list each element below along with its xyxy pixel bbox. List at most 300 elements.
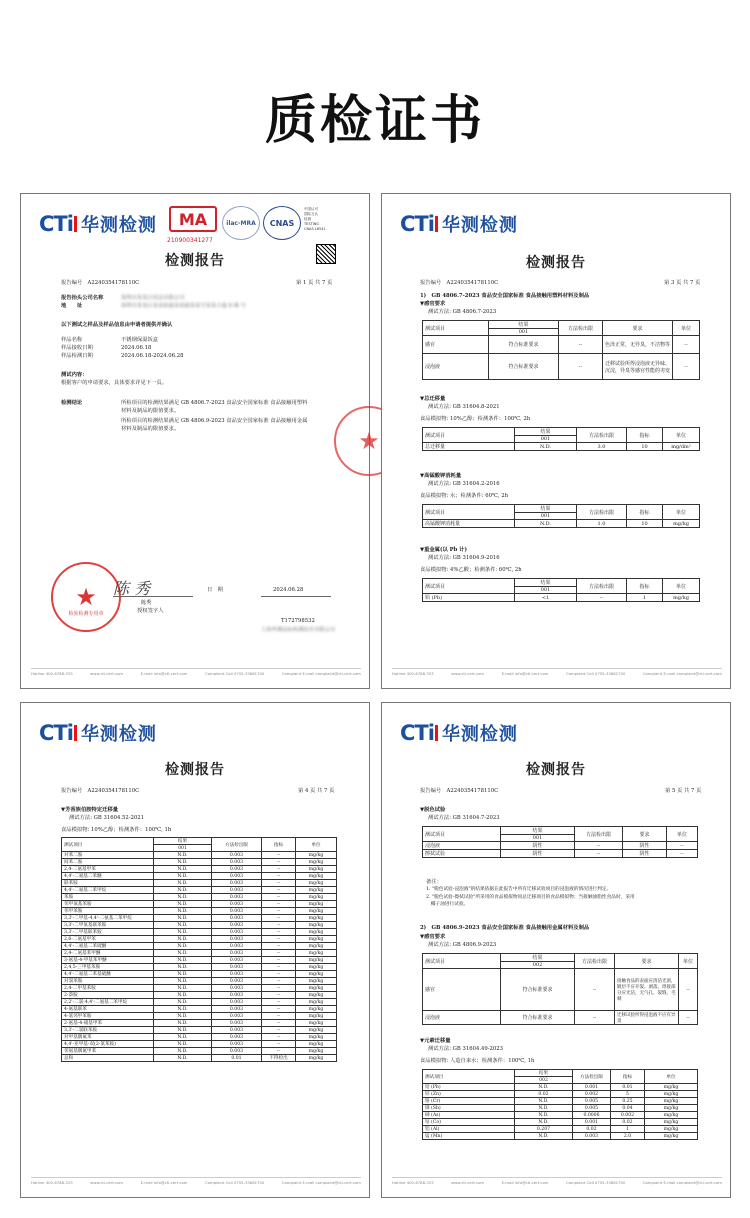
report-no: 报告编号 A2240354178110C <box>61 280 140 286</box>
table-cell: -- <box>262 992 296 999</box>
table-cell: 0.003 <box>212 887 262 894</box>
table-cell: N.D. <box>154 1006 212 1013</box>
table-cell: mg/kg <box>296 866 337 873</box>
table-cell: N.D. <box>154 1034 212 1041</box>
report-page-3 <box>381 193 731 689</box>
table-cell: mg/kg <box>296 1055 337 1062</box>
date-value: 2024.06.28 <box>273 587 304 593</box>
report-title: 检测报告 <box>526 255 586 271</box>
table-cell: mg/kg <box>645 1105 698 1112</box>
signer-title: 授权签字人 <box>137 608 164 614</box>
table-cell: mg/kg <box>296 894 337 901</box>
table-cell: 邻甲氧基苯胺 <box>62 901 154 908</box>
conclusion-line-3: 所检项目的检测结果满足 GB 4806.9-2023 食品安全国家标准 食品接触用金属 <box>121 418 308 424</box>
seal-stamp-right: ★ <box>334 406 404 476</box>
table-cell: -- <box>262 1006 296 1013</box>
table-cell: N.D. <box>154 852 212 859</box>
footer: Hotline 400-6788-333 www.cti-cert.com E-mail info@cti-cert.com Complaint Call 0755-33681700 Complaint E-mail complaint@cti-cert.com <box>31 1177 361 1185</box>
table-row <box>62 894 337 901</box>
table-cell: -- <box>262 1020 296 1027</box>
report-no: 报告编号 A2240354178110C <box>61 788 140 794</box>
table-cell: mg/kg <box>296 880 337 887</box>
section-1-heading: 1) GB 4806.7-2023 食品安全国家标准 食品接触用塑料材料及制品 <box>420 293 590 299</box>
ilac-mra-icon: ilac-MRA <box>222 206 260 240</box>
table-cell: 0.003 <box>212 936 262 943</box>
table-row <box>62 1027 337 1034</box>
table-row <box>423 1119 698 1126</box>
table-cell: mg/kg <box>296 929 337 936</box>
table-cell: 2,4-二氨基甲苯 <box>62 866 154 873</box>
table-cell: mg/kg <box>296 1006 337 1013</box>
table-cell: -- <box>262 950 296 957</box>
table-cell: 总和 <box>62 1055 154 1062</box>
table-cell: -- <box>262 1027 296 1034</box>
page-number: 第 4 页 共 7 页 <box>298 788 335 794</box>
total-method: 测试方法: GB 31604.8-2021 <box>428 404 500 410</box>
table-row <box>423 1133 698 1140</box>
applicant-value: 深圳市某某日用品有限公司 <box>121 295 185 301</box>
table-cell: N.D. <box>154 1041 212 1048</box>
table-row <box>62 859 337 866</box>
table-cell: 0.003 <box>212 894 262 901</box>
total-condition: 食品模拟物: 10%乙醇；检测条件：100℃, 2h <box>420 416 531 422</box>
footer: Hotline 400-6788-333 www.cti-cert.com E-mail info@cti-cert.com Complaint Call 0755-33681700 Complaint E-mail complaint@cti-cert.com <box>392 668 722 676</box>
test-date-label: 样品检测日期 <box>61 353 93 359</box>
table-cell: N.D. <box>154 915 212 922</box>
page-number: 第 1 页 共 7 页 <box>296 280 333 286</box>
cma-code: 210900341277 <box>167 237 213 244</box>
report-title: 检测报告 <box>526 762 586 778</box>
signer-name: 陈秀 <box>141 600 152 606</box>
table-row <box>62 943 337 950</box>
table-cell: 对苯二胺 <box>62 852 154 859</box>
table-row <box>62 887 337 894</box>
table-cell: -- <box>262 922 296 929</box>
table-row <box>62 1020 337 1027</box>
table-cell: 0.003 <box>212 964 262 971</box>
total-table: 测试项目 结果 方法检出限 指标 单位 001 总迁移量 N.D. 3.0 10 mg/dm² <box>422 427 700 451</box>
table-cell: 2.0 <box>611 1133 645 1140</box>
table-cell: N.D. <box>154 859 212 866</box>
seal-stamp: ★ 检验检测专用章 <box>51 562 121 632</box>
table-cell: 0.003 <box>212 957 262 964</box>
table-row: 感官 符合标准要求 -- 接触食品的表面应清洁光滑，镀层不应开裂、剥落，焊接部分应光洁，无气孔、裂缝、毛刺 -- <box>423 969 698 1011</box>
table-cell: mg/kg <box>296 985 337 992</box>
table-row <box>62 1048 337 1055</box>
kmno-condition: 食品模拟物: 水；检测条件: 60℃, 2h <box>420 493 509 499</box>
received-label: 样品接收日期 <box>61 345 93 351</box>
table-cell: -- <box>262 1013 296 1020</box>
kmno-heading: ▼高锰酸钾消耗量 <box>420 473 462 479</box>
report-page-4 <box>20 702 370 1198</box>
table-cell: 0.003 <box>212 999 262 1006</box>
signature: 陈 秀 <box>113 579 151 598</box>
table-cell: N.D. <box>154 887 212 894</box>
table-cell: N.D. <box>154 1013 212 1020</box>
table-row <box>423 1112 698 1119</box>
table-cell: mg/kg <box>296 901 337 908</box>
table-row <box>62 866 337 873</box>
decolor-method: 测试方法: GB 31604.7-2023 <box>428 815 500 821</box>
table-cell: 3,3'-二氯联苯胺 <box>62 1027 154 1034</box>
address-label: 地 址 <box>61 303 83 309</box>
table-cell: mg/kg <box>296 887 337 894</box>
table-cell: N.D. <box>154 971 212 978</box>
table-row <box>423 1091 698 1098</box>
cti-logo: CTi 华测检测 <box>400 721 518 745</box>
table-cell: -- <box>262 880 296 887</box>
table-cell: 0.003 <box>212 915 262 922</box>
page-number: 第 3 页 共 7 页 <box>664 280 701 286</box>
table-cell: 钴 (Co) <box>423 1119 515 1126</box>
table-cell: mg/kg <box>296 908 337 915</box>
table-cell: 2,6-二氨基甲苯 <box>62 936 154 943</box>
table-row <box>62 957 337 964</box>
table-cell: -- <box>262 985 296 992</box>
table-cell: mg/kg <box>645 1084 698 1091</box>
table-cell: N.D. <box>154 894 212 901</box>
table-cell: 2,2'-二氯-4,4'-二氨基二苯甲烷 <box>62 999 154 1006</box>
table-cell: 对氯苯胺 <box>62 978 154 985</box>
table-row: 总迁移量 N.D. 3.0 10 mg/dm² <box>423 443 700 451</box>
table-cell: N.D. <box>154 950 212 957</box>
table-cell: N.D. <box>515 1105 573 1112</box>
table-row <box>62 985 337 992</box>
report-title: 检测报告 <box>165 253 225 269</box>
sense-table: 测试项目 结果 方法检出限 要求 单位 001 感官 符合标准要求 -- 色泽正常，无异臭，不洁物等 -- 浸泡液 符合标准要求 -- 迁移试验所得浸泡液无异味、沉淀，异臭等感官性能的劣变 -- <box>422 320 700 380</box>
table-cell: 苯胺 <box>62 894 154 901</box>
table-cell: -- <box>262 873 296 880</box>
table-cell: 0.003 <box>212 1027 262 1034</box>
table-cell: 2-氨基-4-硝基甲苯 <box>62 1020 154 1027</box>
table-cell: 0.001 <box>573 1084 611 1091</box>
date-label: 日 期 <box>207 587 223 593</box>
table-cell: 0.003 <box>212 901 262 908</box>
table-row <box>62 936 337 943</box>
table-cell: 0.003 <box>212 922 262 929</box>
table-cell: 4,4'-二氨基二苯硫醚 <box>62 943 154 950</box>
table-cell: 0.005 <box>573 1098 611 1105</box>
table-cell: 对甲基偶氮苯 <box>62 1034 154 1041</box>
table-cell: -- <box>262 1048 296 1055</box>
table-row <box>62 992 337 999</box>
report-no: 报告编号 A2240354178110C <box>420 280 499 286</box>
note-2: 2. "脱色试验-擦拭试验"所采用的食品模拟物同总迁移项目的食品模拟物；当接触油脂性食品时，采用 <box>426 895 635 900</box>
table-row: 感官 符合标准要求 -- 色泽正常，无异臭，不洁物等 -- <box>423 336 700 354</box>
table-cell: mg/kg <box>296 943 337 950</box>
company-name: 上海华测品标检测技术有限公司 <box>261 627 336 633</box>
kmno-method: 测试方法: GB 31604.2-2016 <box>428 481 500 487</box>
table-cell: 2,4,5-三甲基苯胺 <box>62 964 154 971</box>
table-cell: 0.02 <box>515 1091 573 1098</box>
table-cell: 0.003 <box>212 985 262 992</box>
amine-method: 测试方法: GB 31604.52-2021 <box>69 815 145 821</box>
kmno-table: 测试项目 结果 方法检出限 指标 单位 001 高锰酸钾消耗量 N.D. 1.0 10 mg/kg <box>422 504 700 528</box>
table-cell: 0.002 <box>611 1112 645 1119</box>
table-cell: N.D. <box>515 1112 573 1119</box>
table-row <box>62 978 337 985</box>
table-cell: mg/kg <box>645 1119 698 1126</box>
table-cell: 锰 (Mn) <box>423 1133 515 1140</box>
table-row <box>62 1013 337 1020</box>
cti-logo: CTi 华测检测 <box>400 212 518 236</box>
table-cell: mg/kg <box>645 1126 698 1133</box>
table-row: 铅 (Pb) <1 -- 1 mg/kg <box>423 594 700 602</box>
table-row <box>62 915 337 922</box>
table-cell: N.D. <box>154 943 212 950</box>
table-cell: 0.003 <box>212 866 262 873</box>
table-cell: 0.25 <box>611 1098 645 1105</box>
table-cell: 1 <box>611 1126 645 1133</box>
table-cell: 间苯二胺 <box>62 859 154 866</box>
table-header: 测试项目 结果 方法检出限 要求 单位 <box>423 321 700 329</box>
table-cell: mg/kg <box>645 1133 698 1140</box>
table-cell: 0.001 <box>573 1119 611 1126</box>
page-number: 第 5 页 共 7 页 <box>665 788 702 794</box>
table-cell: 邻甲苯胺 <box>62 908 154 915</box>
table-cell: 0.003 <box>212 908 262 915</box>
table-row <box>423 1105 698 1112</box>
table-cell: mg/kg <box>296 1027 337 1034</box>
report-page-1 <box>20 193 380 689</box>
heavy-metal-heading: ▼重金属(以 Pb 计) <box>420 547 467 553</box>
table-cell: 砷 (As) <box>423 1112 515 1119</box>
cnas-caption: 中国认可 国际互认 检测 TESTING CNAS L6541 <box>304 207 326 231</box>
table-cell: 0.005 <box>573 1105 611 1112</box>
report-page-5 <box>381 702 731 1198</box>
table-cell: -- <box>262 894 296 901</box>
table-row <box>62 908 337 915</box>
table-cell: 0.003 <box>212 1041 262 1048</box>
table-cell: mg/kg <box>296 1020 337 1027</box>
table-row <box>423 1126 698 1133</box>
table-row <box>62 873 337 880</box>
conclusion-line-4: 材料及制品的限值要求。 <box>121 426 180 432</box>
table-cell: mg/kg <box>296 852 337 859</box>
table-cell: 4-氨基联苯 <box>62 1006 154 1013</box>
report-code: T172798532 <box>281 618 315 624</box>
table-cell: 4,4'-亚甲基-双(2-氯苯胺) <box>62 1041 154 1048</box>
table-row <box>62 950 337 957</box>
table-cell: -- <box>262 901 296 908</box>
table-cell: -- <box>262 999 296 1006</box>
table-cell: 铝 (Al) <box>423 1126 515 1133</box>
table-cell: N.D. <box>154 957 212 964</box>
element-method: 测试方法: GB 31604.49-2023 <box>428 1046 504 1052</box>
table-cell: -- <box>262 971 296 978</box>
note-3: 椰子油进行试验。 <box>426 902 469 907</box>
table-cell: N.D. <box>154 1048 212 1055</box>
table-cell: -- <box>262 887 296 894</box>
table-cell: N.D. <box>154 929 212 936</box>
table-row <box>62 999 337 1006</box>
sense-heading: ▼感官要求 <box>420 301 446 307</box>
table-row: 擦拭试验 阴性 -- 阴性 -- <box>423 850 698 858</box>
table-cell: 2-萘胺 <box>62 992 154 999</box>
table-cell: 2,4-二氨基苯甲醚 <box>62 950 154 957</box>
table-cell: mg/kg <box>296 1034 337 1041</box>
table-cell: 联苯胺 <box>62 880 154 887</box>
cnas-icon: CNAS <box>263 206 301 240</box>
table-row <box>62 929 337 936</box>
table-cell: -- <box>262 957 296 964</box>
sense-heading: ▼感官要求 <box>420 934 446 940</box>
table-row: 浸泡液 符合标准要求 -- 迁移试验所得浸泡液不应有异臭 -- <box>423 1011 698 1025</box>
table-cell: -- <box>262 964 296 971</box>
table-cell: 0.003 <box>212 971 262 978</box>
table-row: 高锰酸钾消耗量 N.D. 1.0 10 mg/kg <box>423 520 700 528</box>
request-label: 测试内容： <box>61 372 88 378</box>
table-cell: 0.003 <box>212 1006 262 1013</box>
table-cell: -- <box>262 1041 296 1048</box>
table-cell: 锌 (Zn) <box>423 1091 515 1098</box>
table-cell: 0.003 <box>212 1020 262 1027</box>
table-cell: 4-氯邻甲苯胺 <box>62 1013 154 1020</box>
element-heading: ▼元素迁移量 <box>420 1038 451 1044</box>
table-cell: 0.003 <box>212 943 262 950</box>
table-cell: mg/kg <box>296 859 337 866</box>
heavy-metal-method: 测试方法: GB 31604.9-2016 <box>428 555 500 561</box>
table-row <box>62 901 337 908</box>
table-cell: N.D. <box>515 1133 573 1140</box>
decolor-heading: ▼脱色试验 <box>420 807 446 813</box>
table-cell: 0.003 <box>212 978 262 985</box>
address-value: 深圳市某某区某某街道某某路某某号某某大厦 8 楼 号 <box>121 303 246 309</box>
table-cell: 铅 (Pb) <box>423 1084 515 1091</box>
table-cell: mg/kg <box>645 1112 698 1119</box>
table-cell: mg/kg <box>296 992 337 999</box>
table-cell: 0.003 <box>212 929 262 936</box>
element-condition: 食品模拟物: 人造自来水；检测条件：100℃, 1h <box>420 1058 535 1064</box>
table-cell: mg/kg <box>296 999 337 1006</box>
table-cell: mg/kg <box>296 950 337 957</box>
table-row <box>62 880 337 887</box>
heavy-metal-table: 测试项目 结果 方法检出限 指标 单位 001 铅 (Pb) <1 -- 1 mg/kg <box>422 578 700 602</box>
table-cell: -- <box>262 943 296 950</box>
table-cell: N.D. <box>154 978 212 985</box>
table-cell: mg/kg <box>296 978 337 985</box>
table-cell: mg/kg <box>296 964 337 971</box>
table-cell: N.D. <box>515 1098 573 1105</box>
table-cell: 0.002 <box>573 1091 611 1098</box>
report-no: 报告编号 A2240354178110C <box>420 788 499 794</box>
table-row <box>62 1034 337 1041</box>
footer: Hotline 400-6788-333 www.cti-cert.com E-mail info@cti-cert.com Complaint Call 0755-33681700 Complaint E-mail complaint@cti-cert.com <box>31 668 361 676</box>
table-cell: -- <box>262 978 296 985</box>
table-cell: N.D. <box>154 936 212 943</box>
table-cell: 0.003 <box>212 1013 262 1020</box>
table-cell: -- <box>262 915 296 922</box>
heavy-metal-condition: 食品模拟物: 4%乙酸；检测条件: 60℃, 2h <box>420 567 522 573</box>
conclusion-label: 检测结论 <box>61 400 83 406</box>
amine-heading: ▼芳香族伯胺特定迁移量 <box>61 807 119 813</box>
table-cell: 0.003 <box>212 859 262 866</box>
table-row: 浸泡液 符合标准要求 -- 迁移试验所得浸泡液无异味、沉淀，异臭等感官性能的劣变 -- <box>423 354 700 380</box>
table-cell: 0.003 <box>212 852 262 859</box>
note-1: 1. "脱色试验-浸泡液"的结果依据在此报告中所有迁移试验项目的浸泡液的情况进行判定。 <box>426 887 612 892</box>
table-cell: 3,3'-二甲基-4,4'-二氨基二苯甲烷 <box>62 915 154 922</box>
table-cell: 铬 (Cr) <box>423 1098 515 1105</box>
table-cell: mg/kg <box>296 957 337 964</box>
table-row <box>62 964 337 971</box>
table-cell: mg/kg <box>296 1048 337 1055</box>
table-cell: 0.003 <box>573 1133 611 1140</box>
sense-method: 测试方法: GB 4806.7-2023 <box>428 309 497 315</box>
table-cell: N.D. <box>154 866 212 873</box>
test-date: 2024.06.18-2024.06.28 <box>121 353 184 359</box>
cti-logo: CTi 华测检测 <box>39 212 157 236</box>
table-cell: 0.02 <box>611 1119 645 1126</box>
request-text: 根据客户的申请要求，具体要求详见下一页。 <box>61 380 167 386</box>
table-row <box>423 1098 698 1105</box>
table-cell: 0.207 <box>515 1126 573 1133</box>
table-cell: -- <box>262 859 296 866</box>
table-row <box>423 1084 698 1091</box>
table-cell: N.D. <box>154 1027 212 1034</box>
table-cell: N.D. <box>154 908 212 915</box>
table-cell: 3,3'-二甲基联苯胺 <box>62 929 154 936</box>
table-cell: N.D. <box>154 880 212 887</box>
table-cell: mg/kg <box>296 915 337 922</box>
table-cell: N.D. <box>154 901 212 908</box>
table-cell: -- <box>262 1034 296 1041</box>
cti-logo: CTi 华测检测 <box>39 721 157 745</box>
table-cell: N.D. <box>154 964 212 971</box>
table-cell: N.D. <box>154 985 212 992</box>
total-migration-heading: ▼总迁移量 <box>420 396 446 402</box>
amine-table: 测试项目 结果 方法检出限 指标 单位 001 对苯二胺 N.D. 0.003 -- mg/kg 间苯二胺 N.D. 0.003 -- mg/kg 2,4-二氨基甲苯 N.D. 0.003 -- mg/kg 4,4'-二氨基二苯醚 N.D. 0.003 -- mg/kg 联苯胺 N.D. 0.003 -- mg/kg 4,4'-二氨基二苯甲烷 N.D. 0.003 -- mg/kg 苯胺 N.D. 0.003 -- mg/kg 邻甲氧基苯胺 N.D. 0.003 -- mg/kg 邻甲苯胺 N.D. 0.003 -- mg/kg 3,3'-二甲基-4,4'-二氨基二苯甲烷 N.D. 0.003 -- mg/kg 3,3'-二甲氧基联苯胺 N.D. 0.003 -- mg/kg 3,3'-二甲基联苯胺 N.D. 0.003 -- mg/kg 2,6-二氨基甲苯 N.D. 0.003 -- mg/kg 4,4'-二氨基二苯硫醚 N.D. 0.003 -- mg/kg 2,4-二氨基苯甲醚 N.D. 0.003 -- mg/kg 3-氨基-4-甲基苯甲醚 N.D. 0.003 -- mg/kg 2,4,5-三甲基苯胺 N.D. 0.003 -- mg/kg 4,4'-二氨基二苯基硫醚 N.D. 0.003 -- mg/kg 对氯苯胺 N.D. 0.003 -- mg/kg 2,4-二甲基苯胺 N.D. 0.003 -- mg/kg 2-萘胺 N.D. 0.003 -- mg/kg 2,2'-二氯-4,4'-二氨基二苯甲烷 N.D. 0.003 -- mg/kg 4-氨基联苯 N.D. 0.003 -- mg/kg 4-氯邻甲苯胺 N.D. 0.003 -- mg/kg 2-氨基-4-硝基甲苯 N.D. 0.003 -- mg/kg 3,3'-二氯联苯胺 N.D. 0.003 -- mg/kg 对甲基偶氮苯 N.D. 0.003 -- mg/kg 4,4'-亚甲基-双(2-氯苯胺) N.D. 0.003 -- mg/kg 邻氨基偶氮甲苯 N.D. 0.003 -- mg/kg 总和 N.D. 0.01 不得检出 mg/kg <box>61 837 337 1062</box>
table-cell: 0.003 <box>212 1034 262 1041</box>
table-cell: N.D. <box>154 1020 212 1027</box>
table-cell: N.D. <box>154 1055 212 1062</box>
table-cell: 0.01 <box>212 1055 262 1062</box>
conclusion-line-2: 材料及制品的限值要求。 <box>121 408 180 414</box>
table-cell: -- <box>262 908 296 915</box>
table-cell: N.D. <box>154 922 212 929</box>
table-cell: mg/kg <box>645 1091 698 1098</box>
sample-name-label: 样品名称 <box>61 337 83 343</box>
table-cell: -- <box>262 852 296 859</box>
table-cell: 0.003 <box>212 873 262 880</box>
table-cell: 锑 (Sb) <box>423 1105 515 1112</box>
table-header: 测试项目 结果 方法检出限 指标 单位 <box>62 838 337 845</box>
table-cell: 4,4'-二氨基二苯甲烷 <box>62 887 154 894</box>
table-cell: 0.003 <box>212 992 262 999</box>
table-cell: 0.01 <box>611 1084 645 1091</box>
table-cell: mg/kg <box>296 1041 337 1048</box>
table-row <box>62 922 337 929</box>
table-cell: 0.02 <box>573 1126 611 1133</box>
table-cell: mg/kg <box>296 971 337 978</box>
table-cell: 0.003 <box>212 880 262 887</box>
table-cell: 4,4'-二氨基二苯醚 <box>62 873 154 880</box>
table-cell: N.D. <box>515 1084 573 1091</box>
table-row <box>62 852 337 859</box>
table-cell: -- <box>262 929 296 936</box>
table-cell: 2,4-二甲基苯胺 <box>62 985 154 992</box>
table-row: 浸泡液 阴性 -- 阴性 -- <box>423 842 698 850</box>
table-cell: mg/kg <box>296 922 337 929</box>
table-cell: 3,3'-二甲氧基联苯胺 <box>62 922 154 929</box>
table-cell: 0.04 <box>611 1105 645 1112</box>
table-cell: mg/kg <box>296 873 337 880</box>
footer: Hotline 400-6788-333 www.cti-cert.com E-mail info@cti-cert.com Complaint Call 0755-33681700 Complaint E-mail complaint@cti-cert.com <box>392 1177 722 1185</box>
amine-condition: 食品模拟物: 10%乙醇；检测条件：100℃, 1h <box>61 827 172 833</box>
table-cell: mg/kg <box>296 936 337 943</box>
table-row <box>62 971 337 978</box>
table-cell: mg/kg <box>296 1013 337 1020</box>
table-cell: N.D. <box>154 992 212 999</box>
